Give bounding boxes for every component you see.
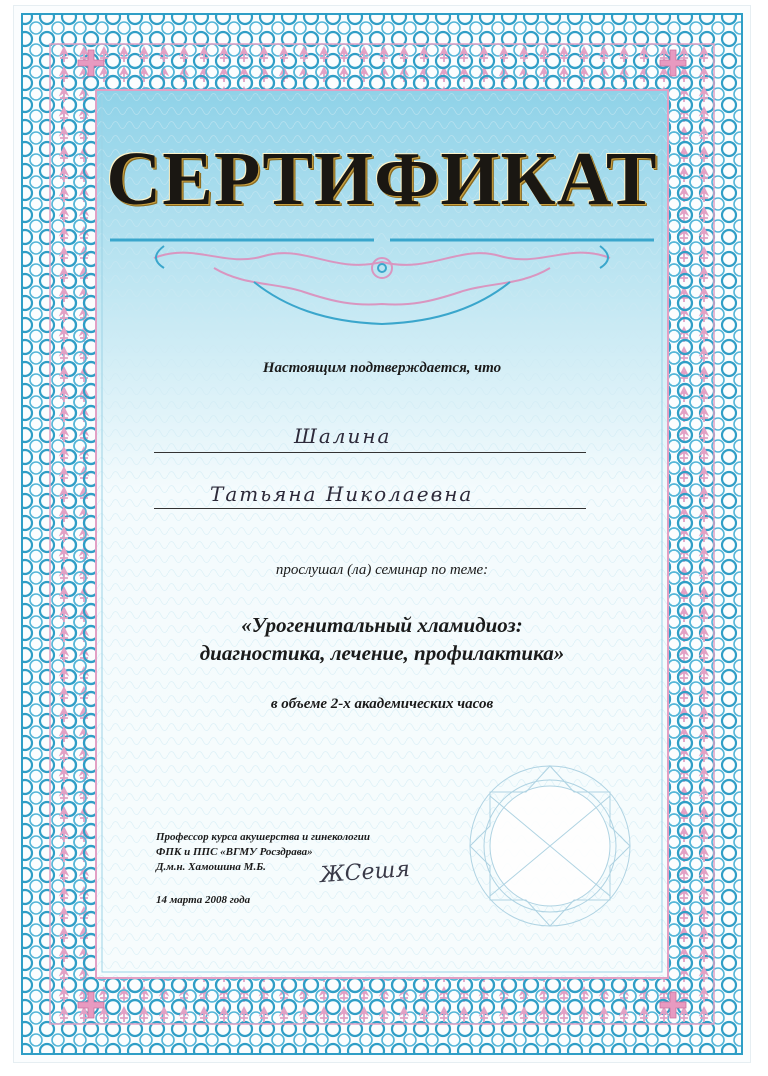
signer-line-2: ФПК и ППС «ВГМУ Росздрава» bbox=[156, 846, 313, 858]
surname-line bbox=[154, 452, 586, 453]
issue-date: 14 марта 2008 года bbox=[156, 894, 251, 906]
handwritten-surname: Шалина bbox=[294, 424, 392, 448]
heard-text: прослушал (ла) семинар по теме: bbox=[275, 562, 489, 578]
hours-text: в объеме 2-х академических часов bbox=[270, 696, 494, 712]
seminar-topic bbox=[14, 611, 750, 667]
signer-line-1: Профессор курса акушерства и гинекологии bbox=[156, 831, 370, 843]
certificate-sheet bbox=[14, 6, 750, 1062]
signer-line-3: Д.м.н. Хамошина М.Б. bbox=[156, 861, 266, 873]
handwritten-name: Татьяна Николаевна bbox=[210, 482, 474, 506]
name-line bbox=[154, 508, 586, 509]
topic-line-2: диагностика, лечение, профилактика» bbox=[199, 641, 565, 665]
certificate-title: СЕРТИФИКАТ bbox=[106, 137, 658, 221]
intro-text: Настоящим подтверждается, что bbox=[262, 360, 502, 376]
topic-line-1: «Урогенитальный хламидиоз: bbox=[241, 613, 523, 637]
handwritten-signature: ЖСешя bbox=[319, 856, 411, 889]
